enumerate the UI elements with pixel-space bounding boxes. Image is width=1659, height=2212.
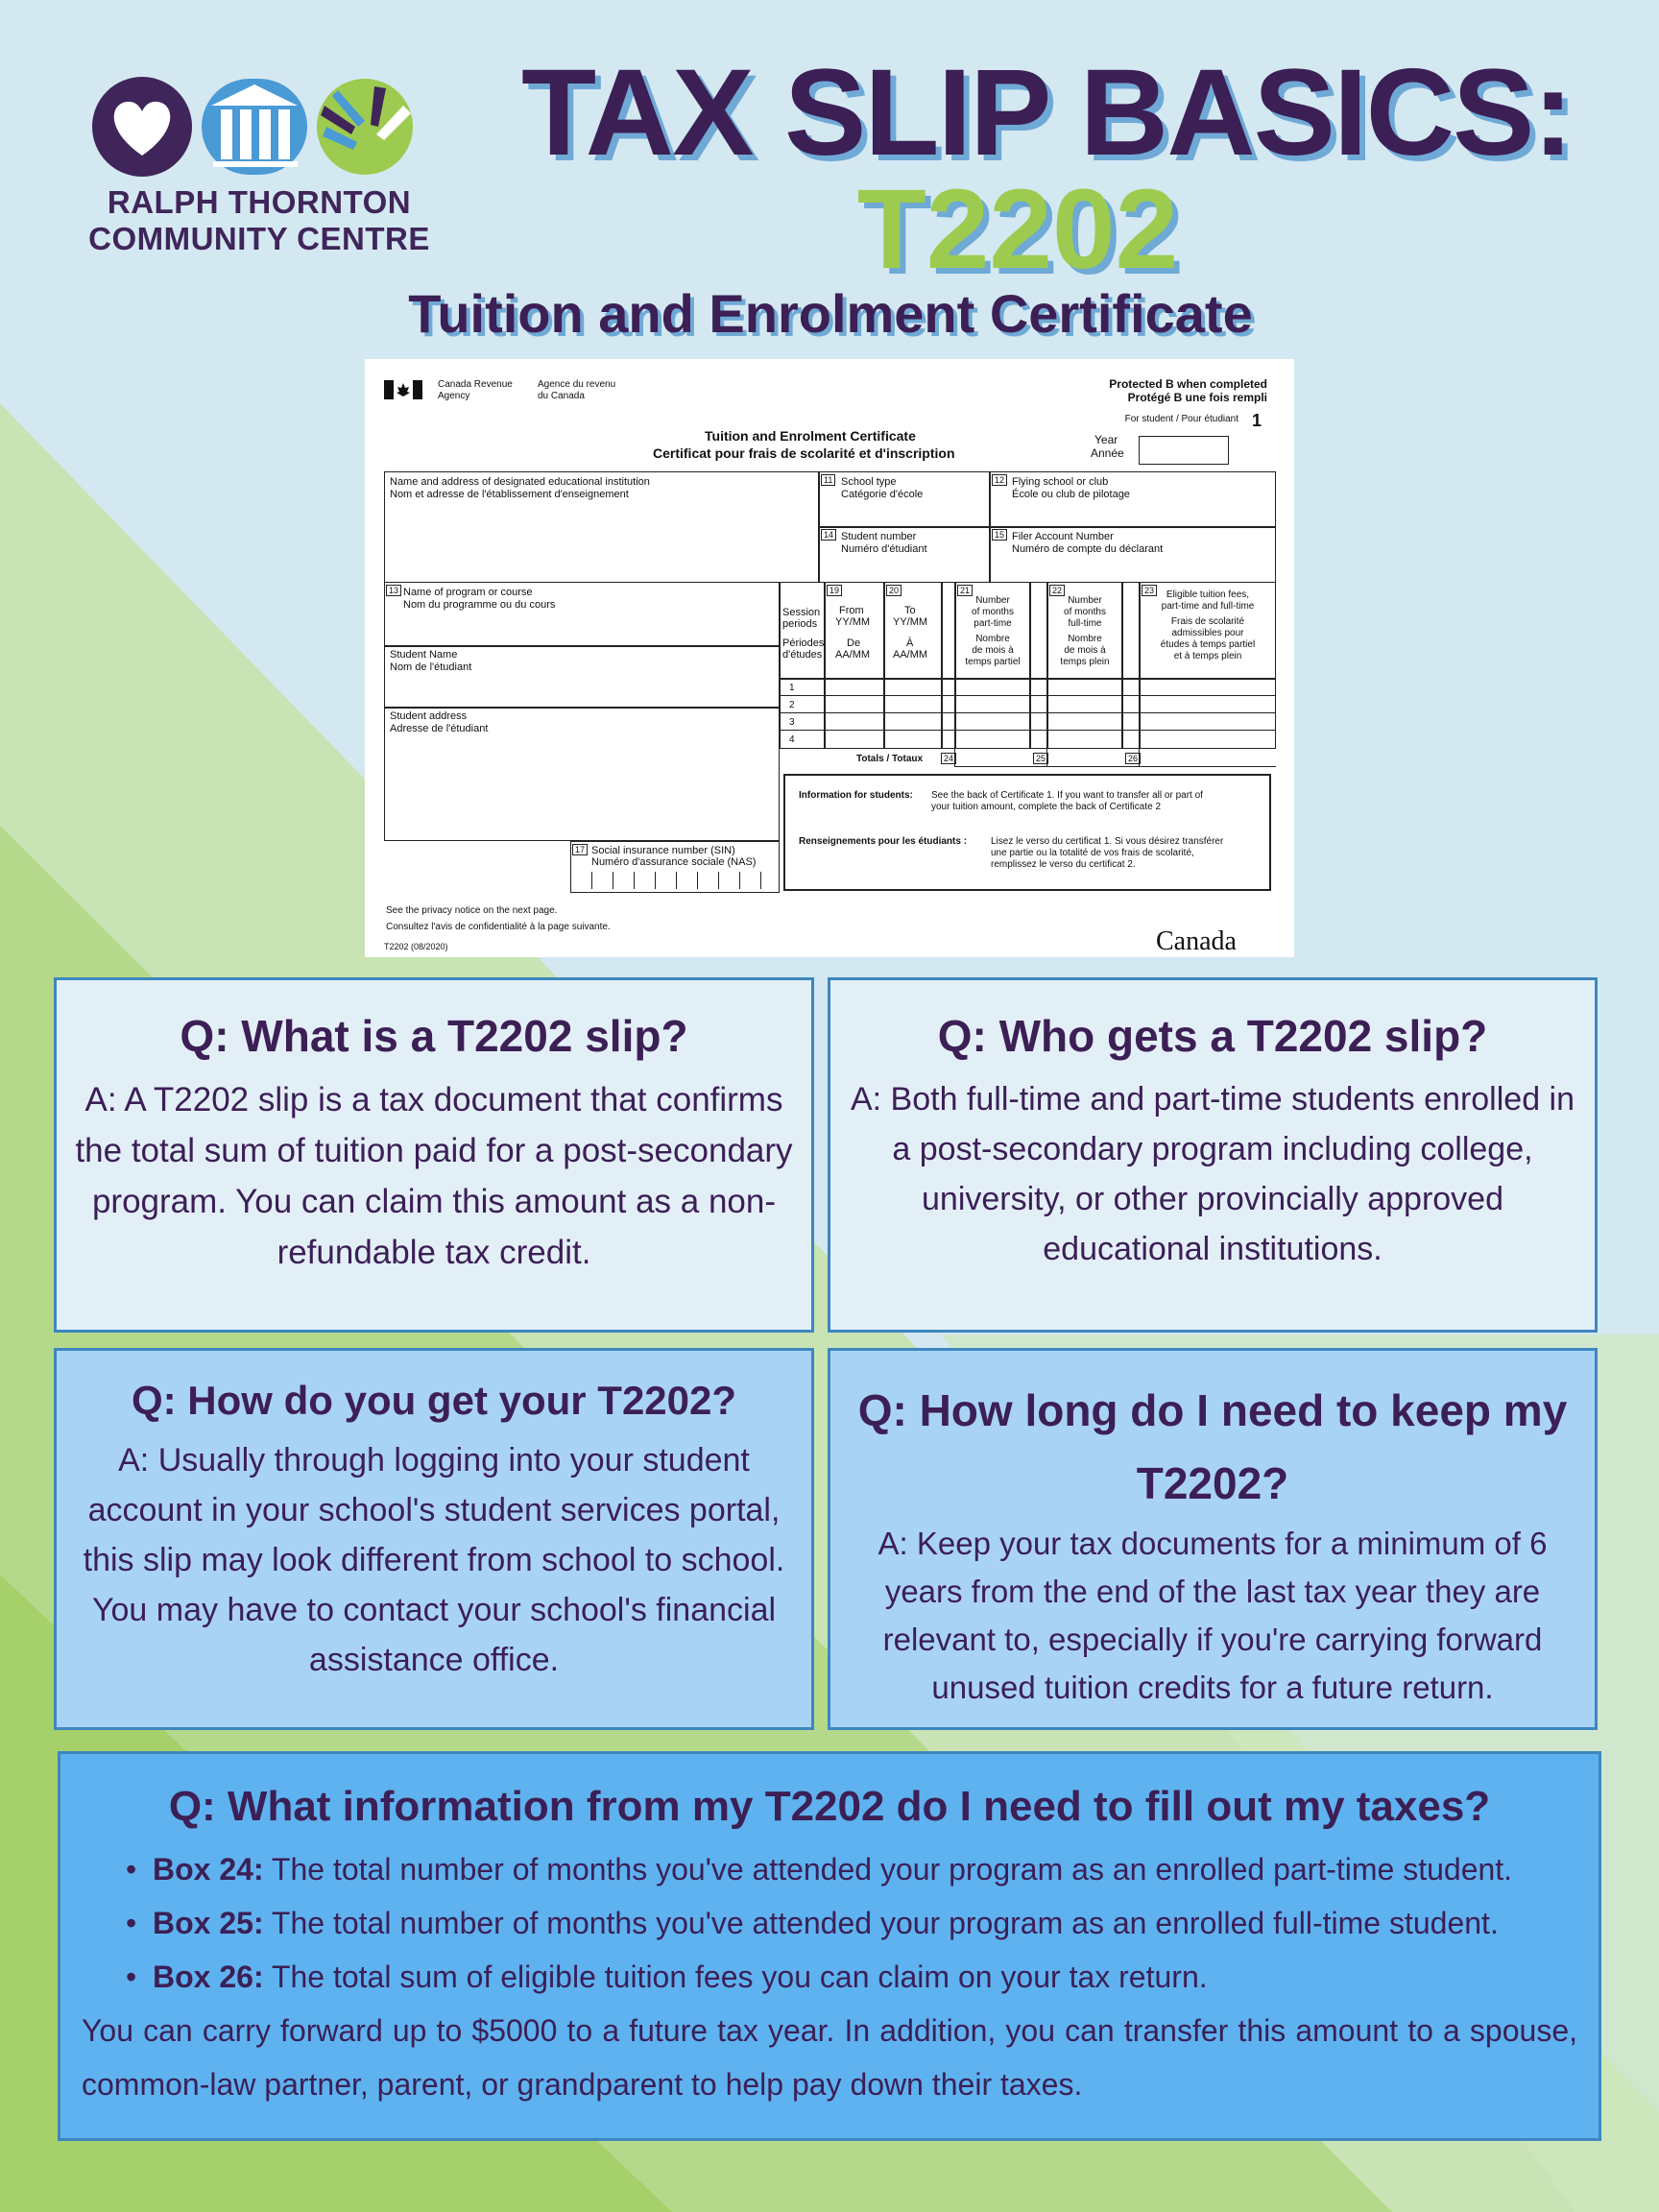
box22-line: full-time	[1068, 618, 1102, 629]
box-21-label	[956, 595, 1029, 668]
box-17-number: 17	[572, 844, 588, 855]
box22-line: Nombre	[1068, 634, 1102, 644]
student-address-fr: Adresse de l'étudiant	[390, 723, 489, 734]
box-15-en: Filer Account Number	[1012, 531, 1114, 542]
info-students-text-1: See the back of Certificate 1. If you want to transfer all or part of	[931, 790, 1203, 801]
session-en-1: Session	[782, 607, 821, 618]
list-item	[126, 1842, 1581, 1896]
to-fr-1: À	[906, 637, 914, 649]
privacy-fr: Consultez l'avis de confidentialité à la page suivante.	[386, 922, 611, 932]
info-fr-text-1: Lisez le verso du certificat 1. Si vous désirez transférer	[991, 836, 1224, 847]
info-students-text-2: your tuition amount, complete the back of Certificate 2	[931, 802, 1162, 812]
card-answer: A: Usually through logging into your student account in your school's student services portal, this slip may look different from school to school. You may have to contact your school's financial assistance office.	[83, 1442, 785, 1678]
totals-label: Totals / Totaux	[856, 754, 924, 764]
slip-code-title: T2202	[856, 166, 1179, 293]
box-22-number: 22	[1049, 585, 1065, 596]
box-description: The total sum of eligible tuition fees you can claim on your tax return.	[263, 1960, 1208, 1994]
row-1: 1	[789, 683, 795, 693]
box-22-label	[1048, 595, 1121, 668]
row-3: 3	[789, 717, 795, 728]
session-fr-2: d'études	[782, 649, 823, 661]
box-14-number: 14	[821, 529, 836, 541]
box-25-number: 25	[1033, 753, 1048, 764]
page-title: TAX SLIP BASICS:	[520, 44, 1573, 181]
box-17-en: Social insurance number (SIN)	[591, 845, 735, 856]
to-fr-2: AA/MM	[893, 649, 928, 661]
session-fr-1: Périodes	[782, 637, 825, 649]
hands-icon	[317, 79, 413, 175]
info-fr-text-2: une partie ou la totalité de vos frais de scolarité,	[991, 848, 1194, 858]
box-12-number: 12	[992, 474, 1007, 486]
protected-fr: Protégé B une fois rempli	[1127, 391, 1267, 404]
to-en-2: YY/MM	[893, 616, 928, 628]
box23-line: admissibles pour	[1171, 628, 1244, 638]
box-13-number: 13	[386, 585, 401, 596]
form-title-en: Tuition and Enrolment Certificate	[705, 428, 916, 444]
canada-wordmark: Canada	[1156, 926, 1237, 956]
privacy-en: See the privacy notice on the next page.	[386, 905, 558, 916]
card-what-information	[58, 1751, 1601, 2141]
box21-line: de mois à	[972, 645, 1014, 656]
student-name-fr: Nom de l'étudiant	[390, 661, 472, 673]
box-11-en: School type	[841, 476, 897, 488]
logo-line-1: RALPH THORNTON	[107, 184, 412, 220]
box-15-number: 15	[992, 529, 1007, 541]
agency-en-2: Agency	[438, 391, 470, 401]
box-label: Box 24:	[153, 1852, 264, 1887]
protected-en: Protected B when completed	[1109, 377, 1267, 391]
info-students-label: Information for students:	[799, 790, 913, 801]
box-list	[78, 1842, 1581, 2004]
box-11-fr: Catégorie d'école	[841, 489, 924, 500]
list-item	[126, 1950, 1581, 2004]
logo-line-2: COMMUNITY CENTRE	[88, 221, 430, 256]
box-17-fr: Numéro d'assurance sociale (NAS)	[591, 856, 757, 868]
box21-line: Number	[975, 595, 1010, 606]
form-title-fr: Certificat pour frais de scolarité et d'inscription	[653, 445, 955, 461]
form-code: T2202 (08/2020)	[384, 942, 448, 951]
from-fr-2: AA/MM	[835, 649, 871, 661]
card-question: Q: How do you get your T2202?	[131, 1378, 737, 1423]
student-name-en: Student Name	[390, 649, 458, 661]
card-question: Q: What information from my T2202 do I need to fill out my taxes?	[168, 1783, 1491, 1830]
box-24-number: 24	[941, 753, 956, 764]
box-13-fr: Nom du programme ou du cours	[403, 599, 556, 611]
row-2: 2	[789, 700, 795, 710]
box-description: The total number of months you've attended your program as an enrolled part-time student.	[263, 1852, 1513, 1887]
box-20-number: 20	[886, 585, 902, 596]
logo	[86, 67, 432, 256]
row-4: 4	[789, 734, 795, 745]
card-question: Q: What is a T2202 slip?	[180, 1011, 688, 1061]
institution-label-en: Name and address of designated educational institution	[390, 476, 650, 488]
card-how-to-get-t2202	[54, 1348, 814, 1730]
box-26-number: 26	[1125, 753, 1141, 764]
box22-line: de mois à	[1064, 645, 1106, 656]
page-subtitle: Tuition and Enrolment Certificate	[408, 283, 1253, 344]
box22-line: Number	[1068, 595, 1102, 606]
carry-forward-note: You can carry forward up to $5000 to a future tax year. In addition, you can transfer this amount to a spouse, common-law partner, parent, or grandparent to help pay down their taxes.	[82, 2013, 1577, 2102]
box22-line: temps plein	[1060, 657, 1110, 667]
box-13-en: Name of program or course	[403, 587, 533, 598]
box23-line: Frais de scolarité	[1170, 616, 1245, 627]
box21-line: part-time	[974, 618, 1012, 629]
card-what-is-t2202	[54, 977, 814, 1333]
box-21-number: 21	[957, 585, 973, 596]
box-14-fr: Numéro d'étudiant	[841, 543, 927, 555]
for-student: For student / Pour étudiant	[1124, 414, 1238, 424]
card-how-long-keep	[828, 1348, 1598, 1730]
card-answer: A: Both full-time and part-time students enrolled in a post-secondary program including college, university, or other provincially approved educational institutions.	[850, 1081, 1575, 1267]
from-fr-1: De	[847, 637, 861, 649]
year-en: Year	[1094, 433, 1118, 446]
list-item	[126, 1896, 1581, 1950]
box21-line: temps partiel	[965, 657, 1021, 667]
to-en-1: To	[904, 605, 916, 616]
student-address-en: Student address	[390, 710, 468, 722]
t2202-form-image	[365, 359, 1294, 957]
session-en-2: periods	[782, 618, 818, 630]
agency-en: Canada Revenue	[438, 379, 513, 390]
box23-line: et à temps plein	[1173, 651, 1242, 661]
card-question: Q: Who gets a T2202 slip?	[937, 1011, 1488, 1061]
institution-label-fr: Nom et adresse de l'établissement d'enseignement	[390, 489, 629, 500]
box-11-number: 11	[821, 474, 835, 486]
box23-line: Eligible tuition fees,	[1166, 589, 1250, 600]
box22-line: of months	[1064, 607, 1106, 617]
year-fr: Année	[1091, 446, 1124, 460]
canada-flag-icon	[384, 380, 422, 399]
card-answer: A: Keep your tax documents for a minimum of 6 years from the end of the last tax year they are relevant to, especially if you're carrying forward unused tuition credits for a future return.	[878, 1526, 1548, 1705]
card-who-gets-t2202	[828, 977, 1598, 1333]
box21-line: Nombre	[975, 634, 1010, 644]
box-description: The total number of months you've attended your program as an enrolled full-time student.	[263, 1906, 1499, 1940]
box-19-number: 19	[827, 585, 842, 596]
from-en-1: From	[839, 605, 864, 616]
building-columns-icon	[202, 79, 307, 175]
heart-icon	[92, 77, 192, 177]
box-15-fr: Numéro de compte du déclarant	[1012, 543, 1164, 555]
copy-number: 1	[1251, 411, 1262, 430]
box-label: Box 25:	[153, 1906, 264, 1940]
agency-fr-2: du Canada	[538, 391, 585, 401]
card-question: Q: How long do I need to keep my T2202?	[857, 1385, 1568, 1508]
agency-fr: Agence du revenu	[538, 379, 616, 390]
box23-line: part-time and full-time	[1161, 601, 1255, 612]
box23-line: études à temps partiel	[1160, 639, 1256, 650]
from-en-2: YY/MM	[835, 616, 871, 628]
box21-line: of months	[972, 607, 1014, 617]
box-14-en: Student number	[841, 531, 917, 542]
info-fr-label: Renseignements pour les étudiants :	[799, 836, 968, 847]
box-12-fr: École ou club de pilotage	[1012, 489, 1130, 500]
info-fr-text-3: remplissez le verso du certificat 2.	[991, 859, 1136, 870]
year-field	[1139, 436, 1229, 465]
box-12-en: Flying school or club	[1012, 476, 1109, 488]
box-label: Box 26:	[153, 1960, 264, 1994]
card-answer: A: A T2202 slip is a tax document that confirms the total sum of tuition paid for a post-secondary program. You can claim this amount as a non-refundable tax credit.	[75, 1081, 793, 1271]
box-23-label	[1141, 589, 1275, 662]
box-23-number: 23	[1142, 585, 1157, 596]
